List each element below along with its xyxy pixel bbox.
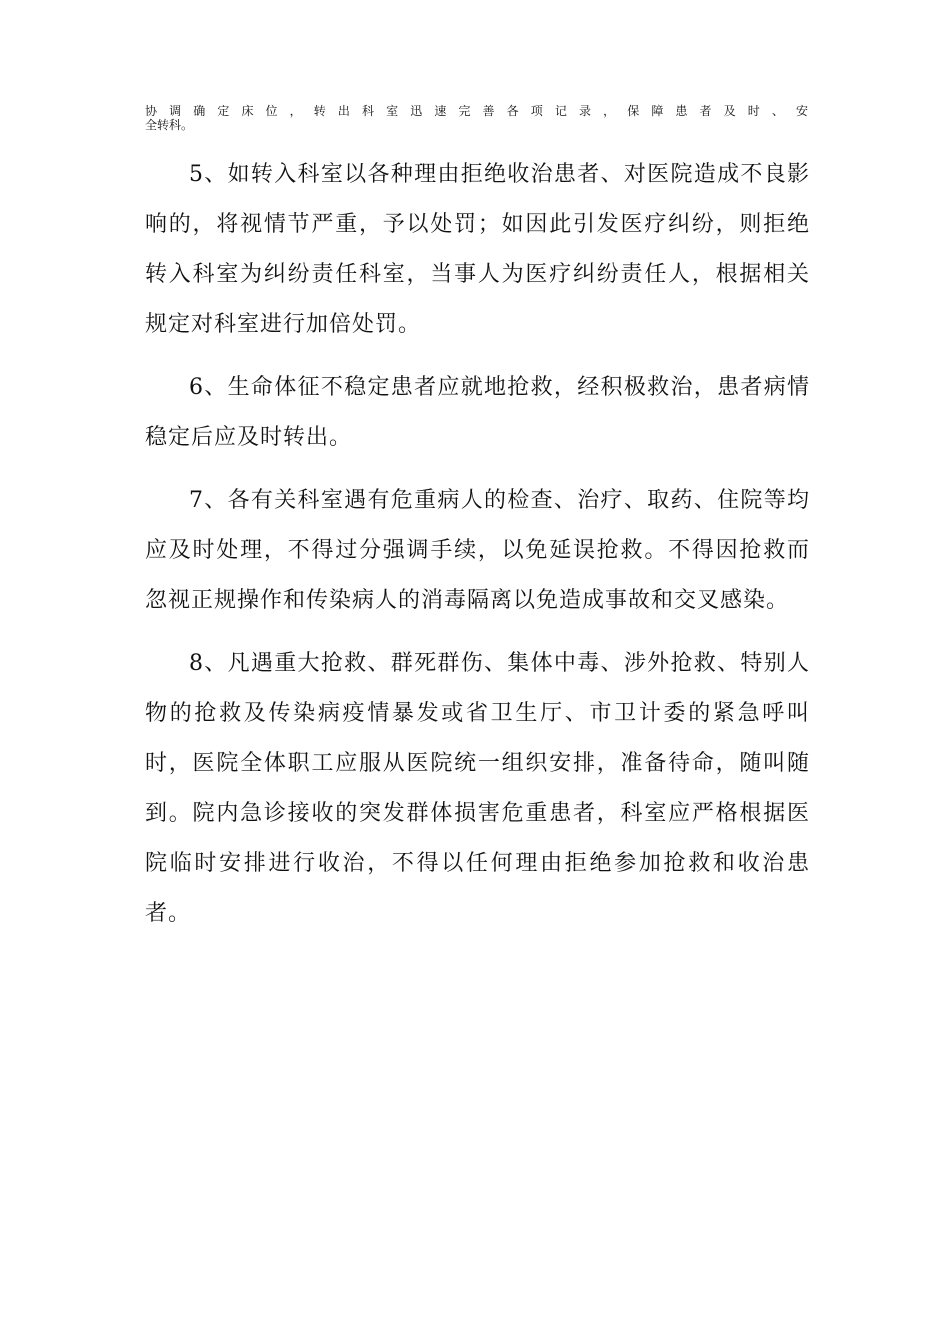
paragraph-item-7: 7、各有关科室遇有危重病人的检查、治疗、取药、住院等均应及时处理，不得过分强调手续，以免延误抢救。不得因抢救而忽视正规操作和传染病人的消毒隔离以免造成事故和交叉感染。	[145, 488, 810, 613]
paragraph-item-5: 5、如转入科室以各种理由拒绝收治患者、对医院造成不良影响的，将视情节严重，予以处罚；如因此引发医疗纠纷，则拒绝转入科室为纠纷责任科室，当事人为医疗纠纷责任人，根据相关规定对科室进行加倍处罚。	[145, 162, 810, 337]
continuation-text	[145, 104, 810, 132]
paragraph-item-6: 6、生命体征不稳定患者应就地抢救，经积极救治，患者病情稳定后应及时转出。	[145, 375, 810, 450]
continuation-line-2: 全转科。	[145, 118, 194, 132]
paragraph-item-8: 8、凡遇重大抢救、群死群伤、集体中毒、涉外抢救、特别人物的抢救及传染病疫情暴发或省卫生厅、市卫计委的紧急呼叫时，医院全体职工应服从医院统一组织安排，准备待命，随叫随到。院内急诊接收的突发群体损害危重患者，科室应严格根据医院临时安排进行收治，不得以任何理由拒绝参加抢救和收治患者。	[145, 651, 810, 926]
document-body	[145, 150, 810, 952]
continuation-line-1: 协调确定床位，转出科室迅速完善各项记录，保障患者及时、安	[145, 104, 810, 118]
